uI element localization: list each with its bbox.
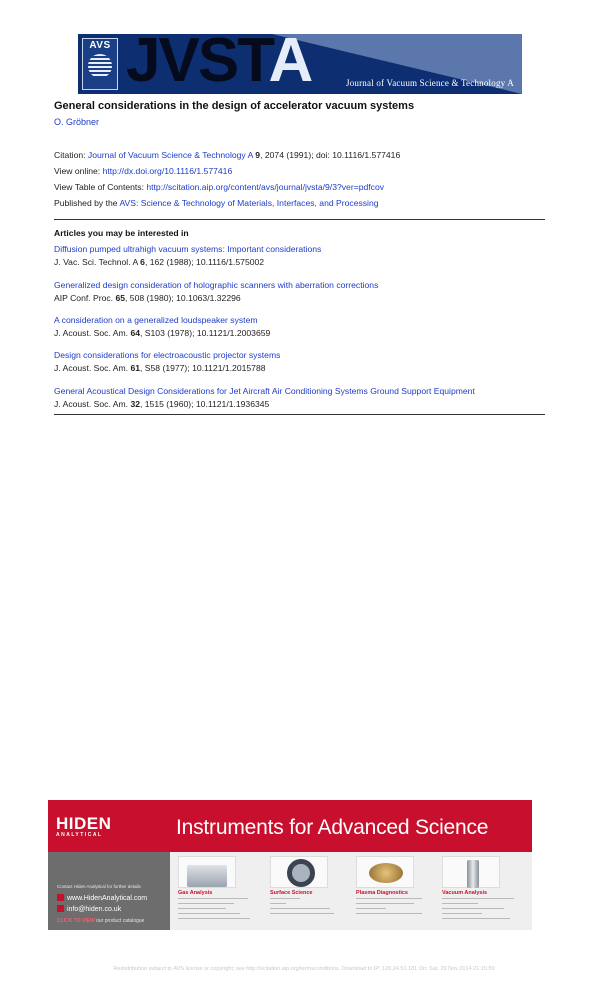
product-text-line	[178, 908, 226, 909]
product-text-line	[442, 913, 482, 914]
product-name: Surface Science	[270, 890, 313, 896]
product-text-line	[356, 908, 386, 909]
product-text-line	[442, 898, 514, 899]
ad-email[interactable]	[57, 905, 121, 913]
related-item-title-link[interactable]: Diffusion pumped ultrahigh vacuum systems: Important considerations	[54, 244, 322, 254]
citation-volume: 9	[255, 150, 261, 160]
related-item-details: , S103 (1978); 10.1121/1.2003659	[140, 328, 271, 338]
product-gas-analysis[interactable]	[176, 852, 264, 930]
hiden-logo-sub: ANALYTICAL	[56, 832, 103, 838]
journal-subtitle: Journal of Vacuum Science & Technology A	[346, 78, 515, 88]
divider-bottom	[54, 414, 545, 415]
web-icon	[57, 894, 64, 901]
journal-banner	[78, 34, 522, 94]
divider-top	[54, 219, 545, 220]
product-surface-science[interactable]	[268, 852, 356, 930]
related-item-details: , 1515 (1960); 10.1121/1.1936345	[140, 399, 270, 409]
published-line	[54, 198, 379, 208]
product-text-line	[270, 908, 330, 909]
product-text-line	[178, 903, 234, 904]
related-item-title-link[interactable]: Generalized design consideration of holographic scanners with aberration corrections	[54, 280, 379, 290]
product-name: Gas Analysis	[178, 890, 213, 896]
ad-headline: Instruments for Advanced Science	[176, 816, 489, 839]
related-item-details: , S58 (1977); 10.1121/1.2015788	[140, 363, 266, 373]
related-item-volume: 64	[130, 328, 140, 338]
related-item-volume: 61	[130, 363, 140, 373]
hiden-logo	[56, 815, 114, 841]
related-item-citation	[54, 293, 549, 304]
product-image	[178, 856, 236, 888]
ad-click-rest: our product catalogue	[96, 918, 145, 924]
journal-brand	[126, 34, 311, 92]
analyser-icon	[467, 860, 479, 888]
ad-tagline: Contact Hiden Analytical for further details	[57, 884, 141, 889]
citation-label: Citation:	[54, 150, 86, 160]
product-image	[356, 856, 414, 888]
product-text-line	[270, 898, 300, 899]
toc-line	[54, 182, 384, 192]
toc-label: View Table of Contents:	[54, 182, 144, 192]
published-label: Published by the	[54, 198, 118, 208]
product-plasma-diagnostics[interactable]	[354, 852, 442, 930]
product-text-line	[178, 898, 248, 899]
related-item-details: , 162 (1988); 10.1116/1.575002	[144, 257, 265, 267]
related-item	[54, 275, 549, 304]
related-item-citation	[54, 399, 549, 410]
product-text-line	[442, 903, 478, 904]
view-online-line	[54, 166, 232, 176]
related-item-journal: J. Acoust. Soc. Am.	[54, 328, 129, 338]
related-item-title-link[interactable]: A consideration on a generalized loudspeaker system	[54, 315, 258, 325]
related-item-details: , 508 (1980); 10.1063/1.32296	[125, 293, 241, 303]
product-name: Plasma Diagnostics	[356, 890, 408, 896]
product-image	[270, 856, 328, 888]
related-item	[54, 381, 549, 410]
related-item-journal: J. Acoust. Soc. Am.	[54, 363, 129, 373]
brand-a: A	[268, 34, 312, 94]
ad-contact-panel	[48, 852, 170, 930]
related-item-citation	[54, 257, 549, 268]
article-title: General considerations in the design of accelerator vacuum systems	[54, 100, 415, 112]
product-text-line	[442, 918, 510, 919]
product-text-line	[178, 913, 240, 914]
related-item-title-link[interactable]: General Acoustical Design Considerations for Jet Aircraft Air Conditioning Systems Ground Support Equipment	[54, 386, 475, 396]
ad-website-text: www.HidenAnalytical.com	[67, 895, 148, 902]
product-text-line	[270, 903, 286, 904]
globe-icon	[88, 54, 112, 78]
view-online-label: View online:	[54, 166, 101, 176]
ad-header	[48, 800, 532, 852]
related-item-journal: J. Acoust. Soc. Am.	[54, 399, 129, 409]
avs-logo	[82, 38, 118, 90]
related-item-volume: 6	[140, 257, 145, 267]
related-item-volume: 32	[130, 399, 140, 409]
hiden-logo-text: HIDEN	[56, 814, 112, 833]
related-item-citation	[54, 328, 549, 339]
product-name: Vacuum Analysis	[442, 890, 488, 896]
redistribution-footer: Redistribution subject to AVS license or copyright; see http://scitation.aip.org/termsconditions. Download to IP: 128.24.51.181 On: Sat, 29 Nov 2014 21:15:59	[113, 966, 495, 972]
ad-click-label: CLICK TO VIEW	[57, 918, 95, 924]
related-item-citation	[54, 363, 549, 374]
product-text-line	[442, 908, 504, 909]
related-item-journal: J. Vac. Sci. Technol. A	[54, 257, 138, 267]
product-text-line	[178, 918, 250, 919]
product-text-line	[356, 903, 414, 904]
view-online-link[interactable]: http://dx.doi.org/10.1116/1.577416	[102, 166, 233, 176]
author-link[interactable]: O. Gröbner	[54, 117, 100, 127]
product-text-line	[356, 913, 422, 914]
product-image	[442, 856, 500, 888]
chamber-icon	[287, 859, 315, 887]
toc-link[interactable]: http://scitation.aip.org/content/avs/journal/jvsta/9/3?ver=pdfcov	[146, 182, 385, 192]
citation-journal-link[interactable]: Journal of Vacuum Science & Technology A	[87, 150, 253, 160]
related-item	[54, 310, 549, 339]
citation-rest: , 2074 (1991); doi: 10.1116/1.577416	[260, 150, 401, 160]
brand-jvst: JVST	[126, 34, 269, 94]
instrument-icon	[187, 865, 227, 887]
citation-line	[54, 150, 400, 160]
hiden-advertisement[interactable]	[48, 800, 532, 930]
product-vacuum-analysis[interactable]	[440, 852, 528, 930]
probe-icon	[369, 863, 403, 883]
related-item-journal: AIP Conf. Proc.	[54, 293, 114, 303]
ad-email-text: info@hiden.co.uk	[67, 906, 122, 913]
ad-catalogue-link[interactable]	[57, 918, 144, 924]
product-text-line	[356, 898, 422, 899]
related-item	[54, 345, 549, 374]
publisher-link[interactable]: AVS: Science & Technology of Materials, Interfaces, and Processing	[119, 198, 379, 208]
email-icon	[57, 905, 64, 912]
related-item-title-link[interactable]: Design considerations for electroacoustic projector systems	[54, 350, 281, 360]
ad-website[interactable]	[57, 894, 147, 902]
related-item	[54, 239, 549, 268]
avs-logo-text: AVS	[89, 40, 111, 51]
related-item-volume: 65	[115, 293, 126, 303]
related-heading: Articles you may be interested in	[54, 228, 189, 238]
product-text-line	[270, 913, 334, 914]
